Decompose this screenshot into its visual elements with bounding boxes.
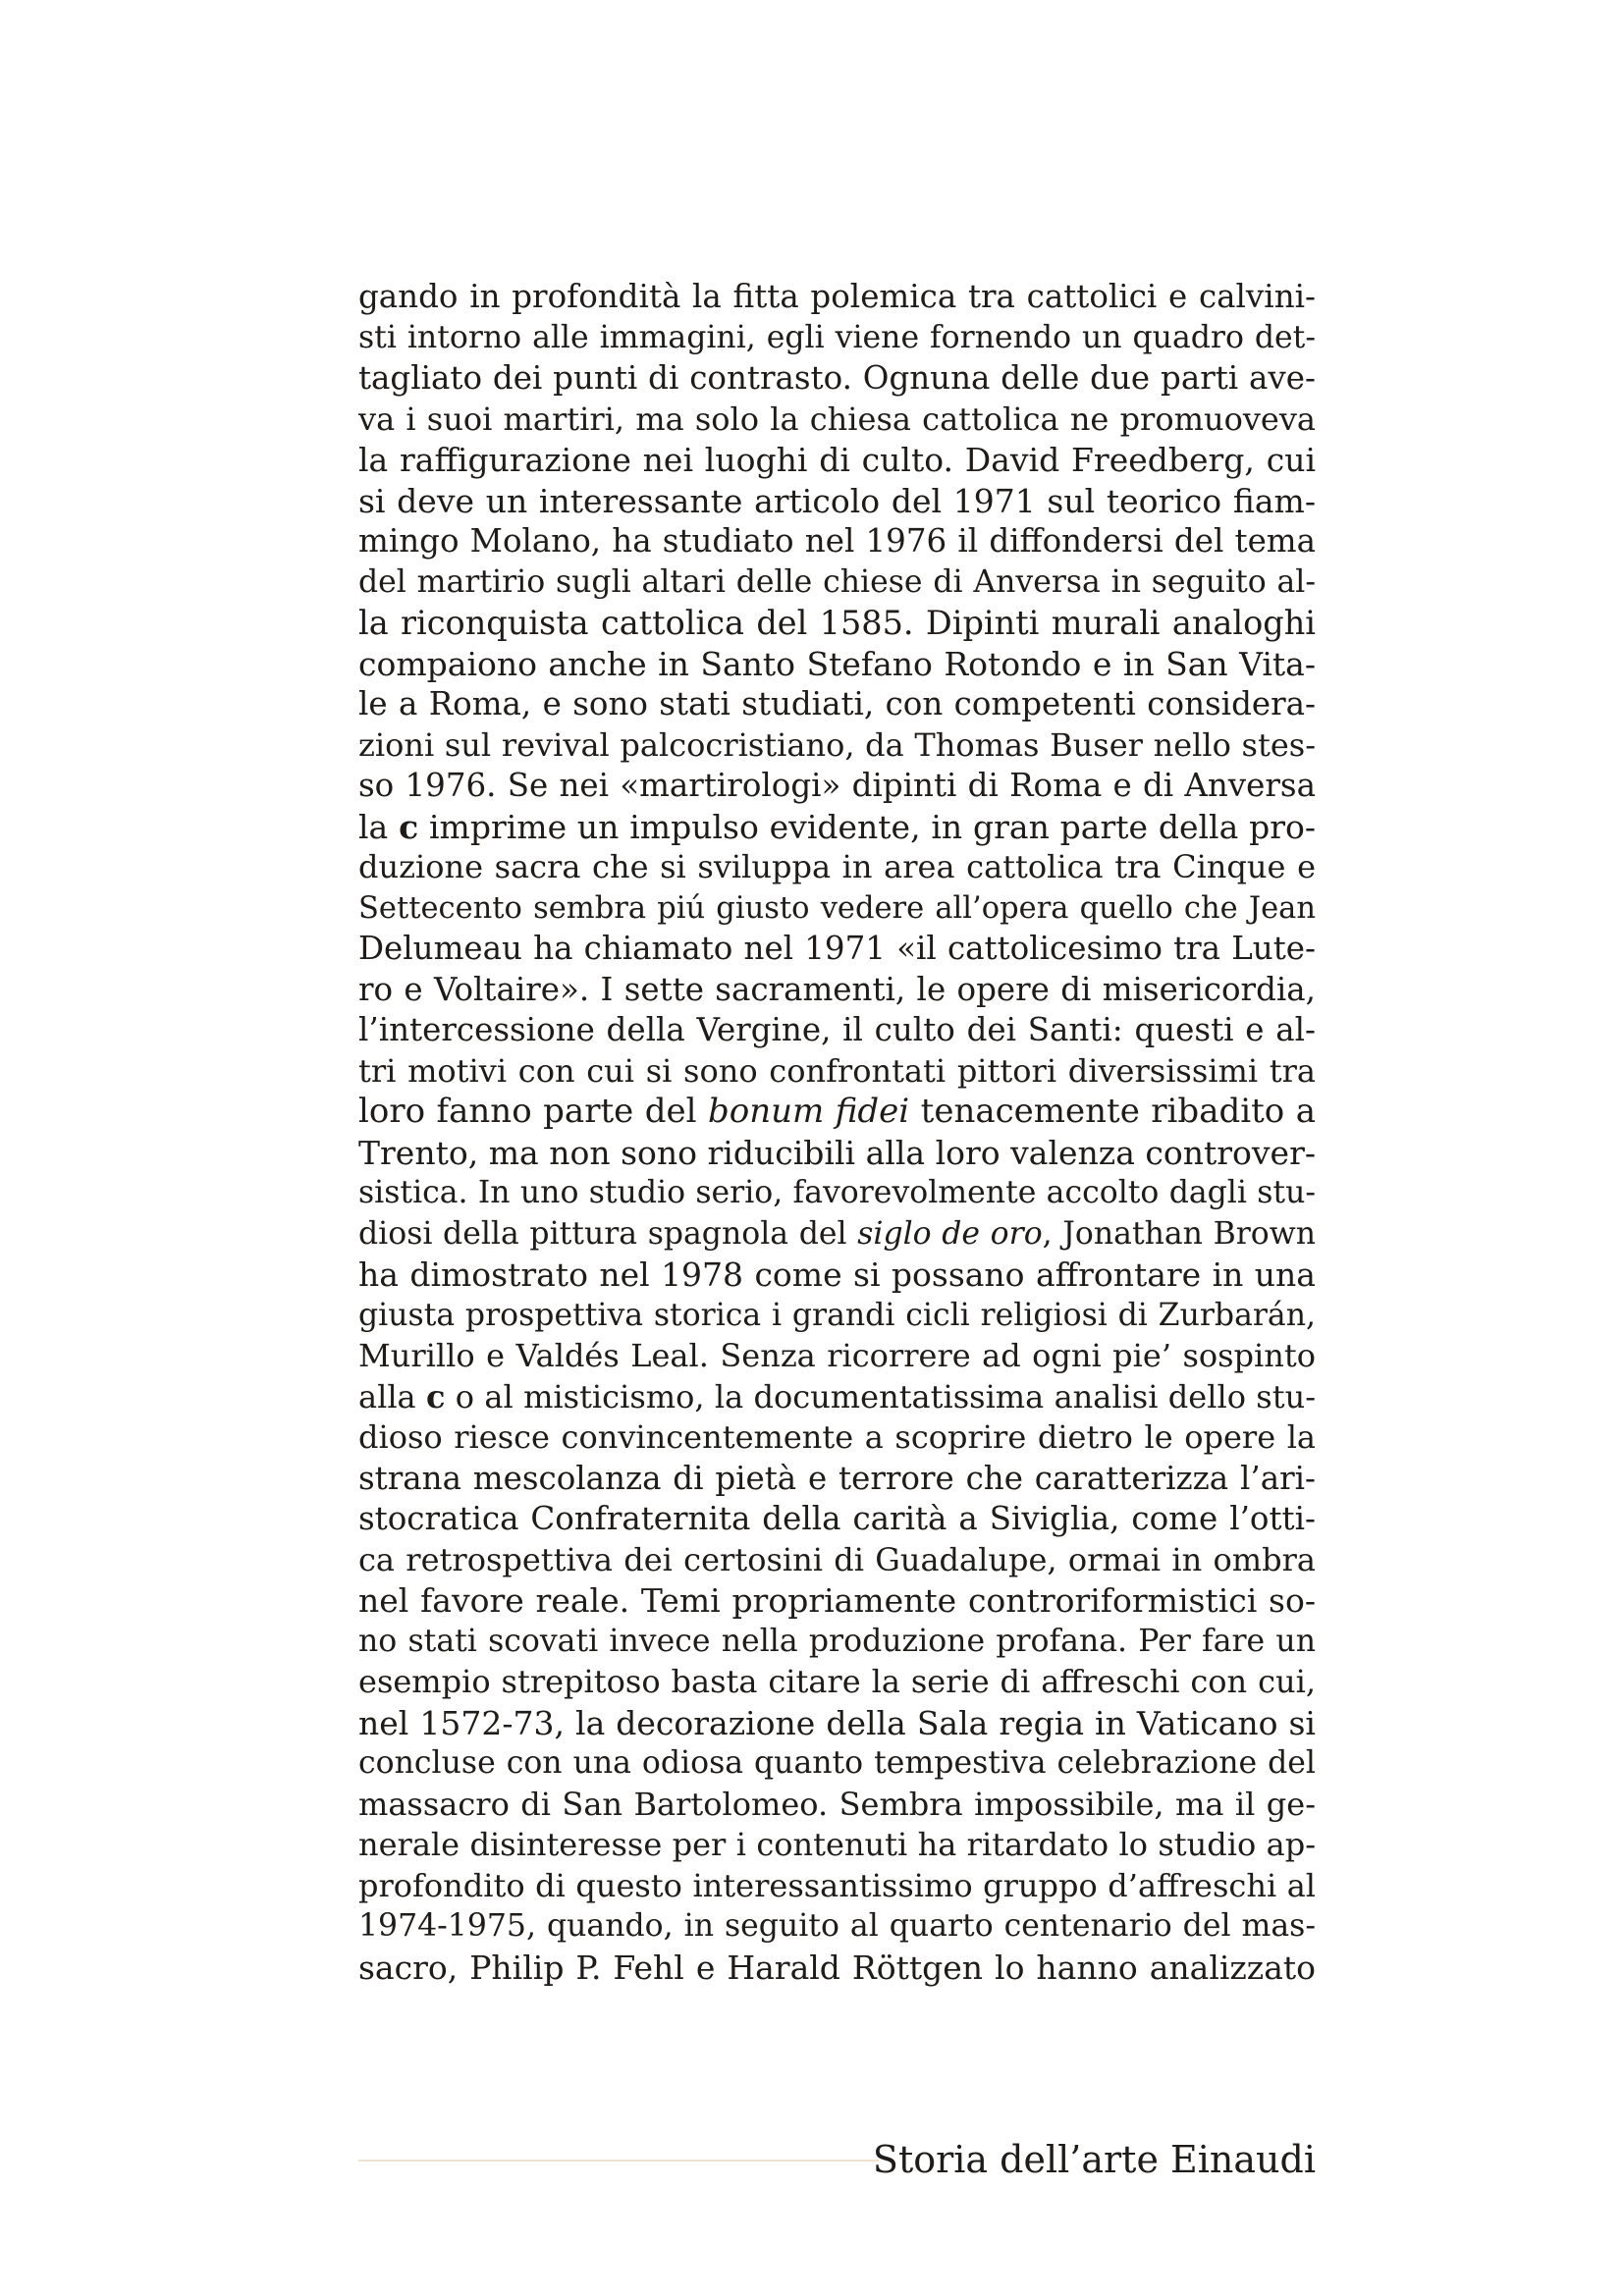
body-line: strana mescolanza di pietà e terrore che caratterizza l’ari- [358, 1459, 1316, 1497]
body-line: esempio strepitoso basta citare la serie di affreschi con cui, [358, 1663, 1316, 1700]
body-text [358, 277, 1316, 1988]
body-line: Murillo e Valdés Leal. Senza ricorrere ad ogni pie’ sospinto [358, 1337, 1316, 1374]
body-line: stocratica Confraternita della carità a Siviglia, come l’otti- [358, 1500, 1316, 1537]
body-line: ha dimostrato nel 1978 come si possano affrontare in una [358, 1255, 1316, 1294]
body-line: Trento, ma non sono riducibili alla loro valenza controver- [358, 1133, 1316, 1172]
body-line: tri motivi con cui si sono confrontati pittori diversissimi tra [358, 1051, 1316, 1090]
body-line: dioso riesce convincentemente a scoprire dietro le opere la [358, 1418, 1316, 1456]
body-line: la c imprime un impulso evidente, in gran parte della pro- [358, 807, 1316, 846]
body-line: diosi della pittura spagnola del siglo de oro, Jonathan Brown [358, 1215, 1316, 1252]
body-line: no stati scovati invece nella produzione profana. Per fare un [358, 1623, 1316, 1659]
body-line: 1974-1975, quando, in seguito al quarto centenario del mas- [358, 1908, 1316, 1944]
footer-title: Storia dell’arte Einaudi [872, 2138, 1316, 2181]
body-line: del martirio sugli altari delle chiese di Anversa in seguito al- [358, 563, 1316, 600]
body-line: mingo Molano, ha studiato nel 1976 il diffondersi del tema [358, 522, 1316, 560]
body-line: l’intercessione della Vergine, il culto dei Santi: questi e al- [358, 1011, 1316, 1048]
body-line: loro fanno parte del bonum fidei tenacemente ribadito a [358, 1092, 1316, 1131]
body-line: zioni sul revival palcocristiano, da Thomas Buser nello stes- [358, 725, 1316, 764]
body-line: va i suoi martiri, ma solo la chiesa cattolica ne promuoveva [358, 400, 1316, 438]
body-line: massacro di San Bartolomeo. Sembra impossibile, ma il ge- [358, 1785, 1316, 1823]
body-line: sti intorno alle immagini, egli viene fornendo un quadro det- [358, 319, 1316, 355]
body-line: tagliato dei punti di contrasto. Ognuna delle due parti ave- [358, 359, 1316, 397]
body-line: gando in profondità la fitta polemica tra cattolici e calvini- [358, 278, 1316, 315]
body-line: Delumeau ha chiamato nel 1971 «il cattolicesimo tra Lute- [358, 930, 1316, 967]
body-line: nel favore reale. Temi propriamente controriformistici so- [358, 1581, 1316, 1620]
body-line: profondito di questo interessantissimo gruppo d’affreschi al [358, 1866, 1316, 1904]
body-line: nerale disinteresse per i contenuti ha ritardato lo studio ap- [358, 1826, 1316, 1863]
body-line: sacro, Philip P. Fehl e Harald Röttgen lo hanno analizzato [358, 1948, 1316, 1987]
body-line: so 1976. Se nei «martirologi» dipinti di Roma e di Anversa [358, 767, 1316, 804]
body-line: giusta prospettiva storica i grandi cicli religiosi di Zurbarán, [358, 1297, 1316, 1333]
page-footer [358, 2136, 1316, 2185]
body-line: sistica. In uno studio serio, favorevolmente accolto dagli stu- [358, 1175, 1316, 1210]
body-line: alla c o al misticismo, la documentatissima analisi dello stu- [358, 1377, 1316, 1415]
footer-rule [358, 2160, 879, 2162]
body-line: la riconquista cattolica del 1585. Dipinti murali analoghi [358, 604, 1316, 642]
body-line: si deve un interessante articolo del 1971 sul teorico fiam- [358, 481, 1316, 520]
body-line: concluse con una odiosa quanto tempestiva celebrazione del [358, 1745, 1316, 1781]
body-line: duzione sacra che si sviluppa in area cattolica tra Cinque e [358, 848, 1316, 885]
body-line: le a Roma, e sono stati studiati, con competenti considera- [358, 685, 1316, 722]
body-line: compaiono anche in Santo Stefano Rotondo e in San Vita- [358, 644, 1316, 683]
body-line: Settecento sembra piú giusto vedere all’opera quello che Jean [358, 890, 1316, 926]
body-line: ro e Voltaire». I sette sacramenti, le opere di misericordia, [358, 970, 1316, 1008]
body-line: la raffigurazione nei luoghi di culto. David Freedberg, cui [358, 441, 1316, 479]
body-line: nel 1572-73, la decorazione della Sala regia in Vaticano si [358, 1703, 1316, 1742]
body-line: ca retrospettiva dei certosini di Guadalupe, ormai in ombra [358, 1540, 1316, 1578]
